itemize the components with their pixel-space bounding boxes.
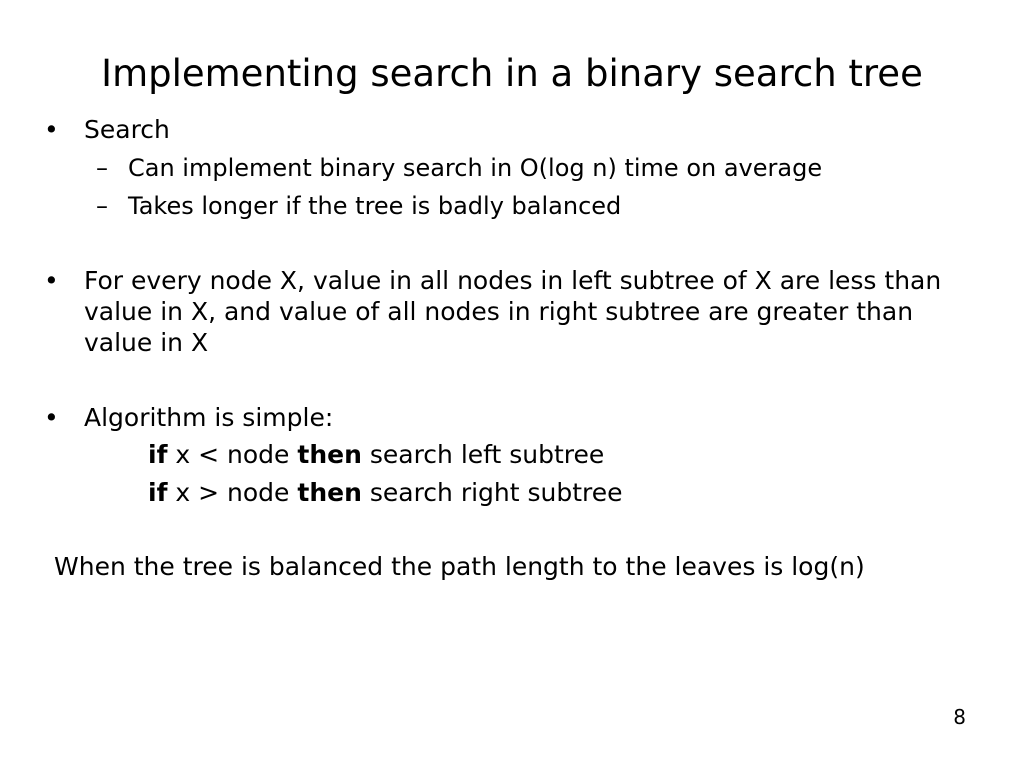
slide-title: Implementing search in a binary search tree [101, 52, 923, 95]
keyword-if: if [148, 478, 168, 507]
sub-bullet-binary-search: Can implement binary search in O(log n) time on average [128, 154, 823, 182]
bullet-bst-property: For every node X, value in all nodes in left subtree of X are less than value in X, and value of all nodes in right subtree are greater than value in X [84, 266, 942, 357]
code-condition: x > node [167, 478, 298, 507]
bullet-marker: • [44, 403, 59, 432]
code-line-right [148, 476, 623, 510]
sub-bullet-marker: – [96, 154, 108, 182]
balanced-tree-note: When the tree is balanced the path length to the leaves is log(n) [54, 552, 865, 581]
page-number: 8 [953, 705, 966, 729]
bullet-marker: • [44, 266, 59, 295]
sub-bullet-badly-balanced: Takes longer if the tree is badly balanced [128, 192, 622, 220]
code-action: search right subtree [361, 478, 623, 507]
code-action: search left subtree [361, 440, 605, 469]
keyword-then: then [297, 478, 362, 507]
bullet-algorithm: Algorithm is simple: [84, 403, 334, 432]
bullet-marker: • [44, 115, 59, 144]
code-line-left [148, 438, 604, 472]
keyword-if: if [148, 440, 168, 469]
sub-bullet-marker: – [96, 192, 108, 220]
code-condition: x < node [167, 440, 298, 469]
bullet-search: Search [84, 115, 170, 144]
keyword-then: then [297, 440, 362, 469]
